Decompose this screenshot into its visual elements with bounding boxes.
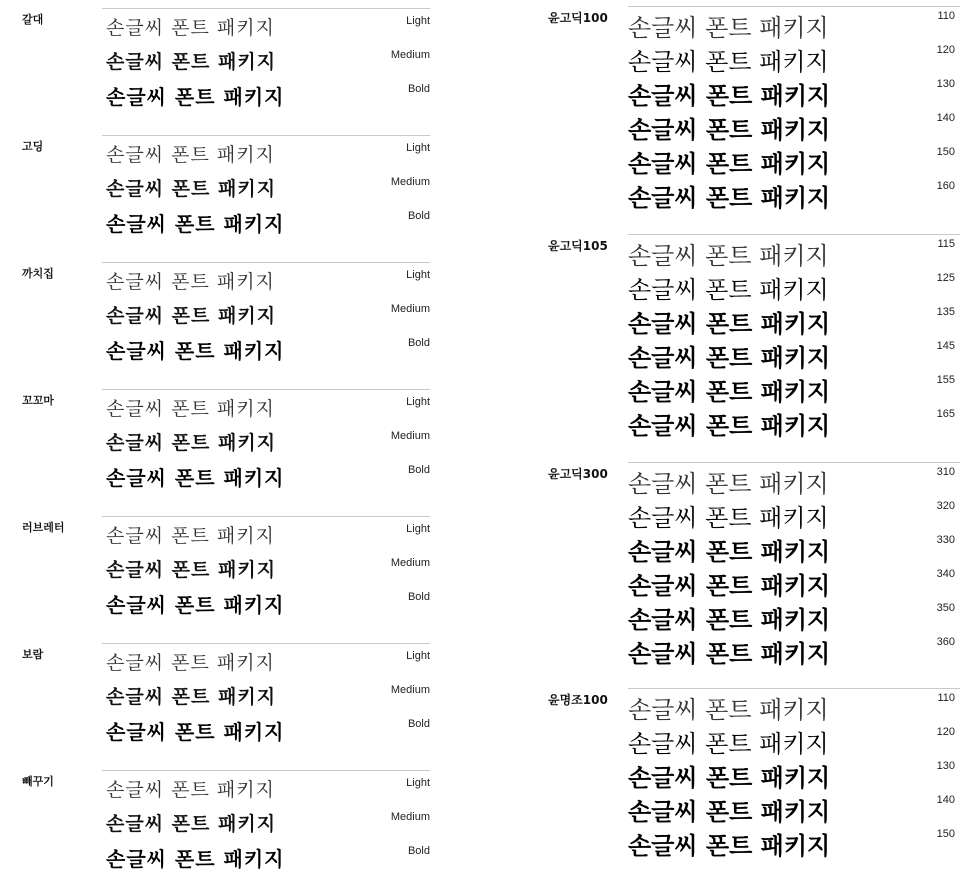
font-sample-text: 손글씨 폰트 패키지 — [628, 378, 831, 406]
section-divider — [628, 462, 960, 463]
font-sample-text: 손글씨 폰트 패키지 — [106, 339, 285, 363]
font-sample-text: 손글씨 폰트 패키지 — [106, 466, 285, 490]
font-family-name: 윤고딕105 — [548, 239, 608, 253]
font-sample-text: 손글씨 폰트 패키지 — [628, 831, 831, 860]
font-sample-text: 손글씨 폰트 패키지 — [106, 779, 275, 801]
section-divider — [102, 8, 430, 9]
font-sample-text: 손글씨 폰트 패키지 — [106, 720, 285, 744]
font-weight-label: 140 — [936, 112, 955, 124]
font-sample-row — [540, 338, 960, 372]
font-sample-text: 손글씨 폰트 패키지 — [628, 82, 831, 110]
font-sample-text: 손글씨 폰트 패키지 — [628, 763, 831, 792]
font-weight-label: Light — [406, 523, 430, 535]
font-weight-label: 135 — [936, 306, 955, 318]
font-sample-row — [540, 178, 960, 212]
font-weight-label: 330 — [936, 534, 955, 546]
font-sample-text: 손글씨 폰트 패키지 — [106, 144, 275, 166]
font-sample-row — [0, 648, 440, 682]
font-sample-row — [540, 566, 960, 600]
font-sample-text: 손글씨 폰트 패키지 — [628, 276, 829, 304]
section-divider — [628, 688, 960, 689]
font-sample-text: 손글씨 폰트 패키지 — [628, 14, 829, 42]
font-sample-row — [0, 267, 440, 301]
font-sample-text: 손글씨 폰트 패키지 — [106, 271, 275, 293]
font-sample-text: 손글씨 폰트 패키지 — [628, 48, 829, 76]
font-weight-label: Medium — [390, 303, 430, 315]
font-sample-row — [540, 406, 960, 440]
font-sample-row — [0, 174, 440, 208]
font-weight-label: Medium — [390, 811, 430, 823]
font-sample-text: 손글씨 폰트 패키지 — [628, 538, 831, 566]
font-weight-label: 115 — [937, 238, 955, 250]
font-sample-row — [0, 462, 440, 496]
font-family-block — [0, 135, 440, 255]
font-sample-text: 손글씨 폰트 패키지 — [628, 242, 829, 270]
font-sample-text: 손글씨 폰트 패키지 — [106, 212, 285, 236]
font-sample-text: 손글씨 폰트 패키지 — [106, 847, 285, 871]
section-divider — [628, 6, 960, 7]
font-weight-label: 350 — [936, 602, 955, 614]
font-family-name: 윤고딕300 — [548, 467, 608, 481]
font-sample-row — [540, 76, 960, 110]
section-divider — [102, 262, 430, 263]
font-weight-label: Bold — [407, 464, 430, 476]
font-family-name: 까치집 — [22, 267, 54, 280]
font-sample-row — [540, 236, 960, 270]
font-family-block — [540, 234, 960, 448]
font-weight-label: Light — [406, 269, 430, 281]
font-weight-label: Light — [406, 142, 430, 154]
font-weight-label: 320 — [936, 500, 955, 512]
font-weight-label: Bold — [407, 591, 430, 603]
font-sample-row — [540, 42, 960, 76]
section-divider — [102, 770, 430, 771]
font-weight-label: 310 — [936, 466, 955, 478]
font-weight-label: Medium — [390, 684, 430, 696]
font-family-block — [540, 462, 960, 676]
font-sample-row — [0, 301, 440, 335]
font-sample-row — [540, 498, 960, 532]
font-family-name: 고딩 — [22, 140, 44, 153]
font-family-name: 윤명조100 — [548, 693, 608, 707]
font-weight-label: 125 — [936, 272, 955, 284]
font-sample-row — [540, 464, 960, 498]
font-sample-row — [0, 335, 440, 369]
font-family-block — [0, 516, 440, 636]
font-sample-text: 손글씨 폰트 패키지 — [106, 305, 277, 327]
font-sample-row — [540, 304, 960, 338]
font-sample-text: 손글씨 폰트 패키지 — [106, 593, 285, 617]
font-sample-row — [0, 716, 440, 750]
font-sample-text: 손글씨 폰트 패키지 — [106, 432, 277, 454]
font-sample-text: 손글씨 폰트 패키지 — [106, 652, 275, 674]
font-weight-label: Light — [406, 396, 430, 408]
font-sample-row — [0, 47, 440, 81]
font-sample-text: 손글씨 폰트 패키지 — [106, 85, 285, 109]
font-weight-label: Light — [406, 15, 430, 27]
font-sample-row — [0, 775, 440, 809]
font-sample-row — [540, 826, 960, 860]
font-sample-row — [540, 758, 960, 792]
font-sample-row — [0, 394, 440, 428]
font-sample-text: 손글씨 폰트 패키지 — [106, 178, 277, 200]
font-sample-row — [0, 428, 440, 462]
font-sample-text: 손글씨 폰트 패키지 — [628, 504, 829, 532]
font-sample-row — [0, 843, 440, 877]
font-family-name: 꼬꼬마 — [22, 394, 54, 407]
font-sample-text: 손글씨 폰트 패키지 — [106, 813, 277, 835]
font-sample-text: 손글씨 폰트 패키지 — [106, 398, 275, 420]
font-sample-text: 손글씨 폰트 패키지 — [106, 17, 275, 39]
font-sample-row — [0, 81, 440, 115]
font-sample-text: 손글씨 폰트 패키지 — [106, 51, 277, 73]
font-weight-label: 140 — [936, 794, 955, 806]
font-weight-label: 150 — [936, 828, 955, 840]
font-weight-label: Medium — [390, 430, 430, 442]
section-divider — [628, 234, 960, 235]
font-weight-label: Bold — [407, 83, 430, 95]
font-sample-row — [0, 682, 440, 716]
font-weight-label: Medium — [390, 557, 430, 569]
font-sample-text: 손글씨 폰트 패키지 — [628, 730, 829, 758]
font-sample-row — [540, 110, 960, 144]
font-family-block — [0, 643, 440, 763]
font-sample-row — [0, 809, 440, 843]
section-divider — [102, 643, 430, 644]
font-sample-row — [540, 144, 960, 178]
font-sample-text: 손글씨 폰트 패키지 — [628, 797, 831, 826]
font-family-name: 빼꾸기 — [22, 775, 54, 788]
font-sample-text: 손글씨 폰트 패키지 — [628, 150, 831, 178]
font-sample-row — [540, 690, 960, 724]
font-sample-row — [540, 792, 960, 826]
font-weight-label: 130 — [936, 760, 955, 772]
font-sample-text: 손글씨 폰트 패키지 — [628, 184, 831, 212]
font-sample-row — [540, 372, 960, 406]
font-sample-row — [0, 555, 440, 589]
font-sample-text: 손글씨 폰트 패키지 — [628, 116, 831, 144]
font-sample-row — [0, 589, 440, 623]
font-sample-row — [0, 521, 440, 555]
font-weight-label: 165 — [936, 408, 955, 420]
font-family-name: 러브레터 — [22, 521, 65, 534]
font-family-name: 보람 — [22, 648, 44, 661]
font-weight-label: Bold — [407, 845, 430, 857]
font-sample-row — [540, 634, 960, 668]
font-weight-label: Bold — [407, 718, 430, 730]
font-family-block — [0, 262, 440, 382]
font-sample-row — [0, 140, 440, 174]
font-sample-row — [0, 208, 440, 242]
font-sample-text: 손글씨 폰트 패키지 — [628, 344, 831, 372]
font-weight-label: Medium — [390, 49, 430, 61]
font-sample-row — [540, 600, 960, 634]
font-family-block — [540, 688, 960, 868]
font-weight-label: Bold — [407, 210, 430, 222]
font-family-block — [0, 389, 440, 509]
font-family-block — [540, 6, 960, 220]
font-sample-text: 손글씨 폰트 패키지 — [628, 572, 831, 600]
section-divider — [102, 135, 430, 136]
font-weight-label: 110 — [937, 692, 955, 704]
section-divider — [102, 516, 430, 517]
font-sample-text: 손글씨 폰트 패키지 — [628, 640, 831, 668]
font-sample-text: 손글씨 폰트 패키지 — [628, 696, 829, 724]
font-weight-label: 160 — [936, 180, 955, 192]
font-weight-label: Light — [406, 650, 430, 662]
section-divider — [102, 389, 430, 390]
font-sample-text: 손글씨 폰트 패키지 — [106, 686, 277, 708]
font-weight-label: Bold — [407, 337, 430, 349]
font-weight-label: 155 — [936, 374, 955, 386]
font-weight-label: 150 — [936, 146, 955, 158]
font-weight-label: 340 — [936, 568, 955, 580]
font-family-block — [0, 770, 440, 890]
font-weight-label: 145 — [936, 340, 955, 352]
font-sample-text: 손글씨 폰트 패키지 — [628, 412, 831, 440]
font-sample-row — [540, 532, 960, 566]
font-weight-label: 130 — [936, 78, 955, 90]
font-sample-text: 손글씨 폰트 패키지 — [628, 470, 829, 498]
font-sample-row — [540, 270, 960, 304]
font-weight-label: 110 — [937, 10, 955, 22]
font-sample-row — [540, 8, 960, 42]
font-weight-label: Light — [406, 777, 430, 789]
font-weight-label: Medium — [390, 176, 430, 188]
font-weight-label: 120 — [936, 726, 955, 738]
font-family-name: 갈대 — [22, 13, 44, 26]
font-sample-row — [540, 724, 960, 758]
font-weight-label: 120 — [936, 44, 955, 56]
font-sample-text: 손글씨 폰트 패키지 — [106, 559, 277, 581]
font-sample-text: 손글씨 폰트 패키지 — [628, 606, 831, 634]
font-weight-label: 360 — [936, 636, 955, 648]
font-sample-text: 손글씨 폰트 패키지 — [106, 525, 275, 547]
font-sample-text: 손글씨 폰트 패키지 — [628, 310, 831, 338]
font-sample-row — [0, 13, 440, 47]
font-family-block — [0, 8, 440, 128]
font-family-name: 윤고딕100 — [548, 11, 608, 25]
